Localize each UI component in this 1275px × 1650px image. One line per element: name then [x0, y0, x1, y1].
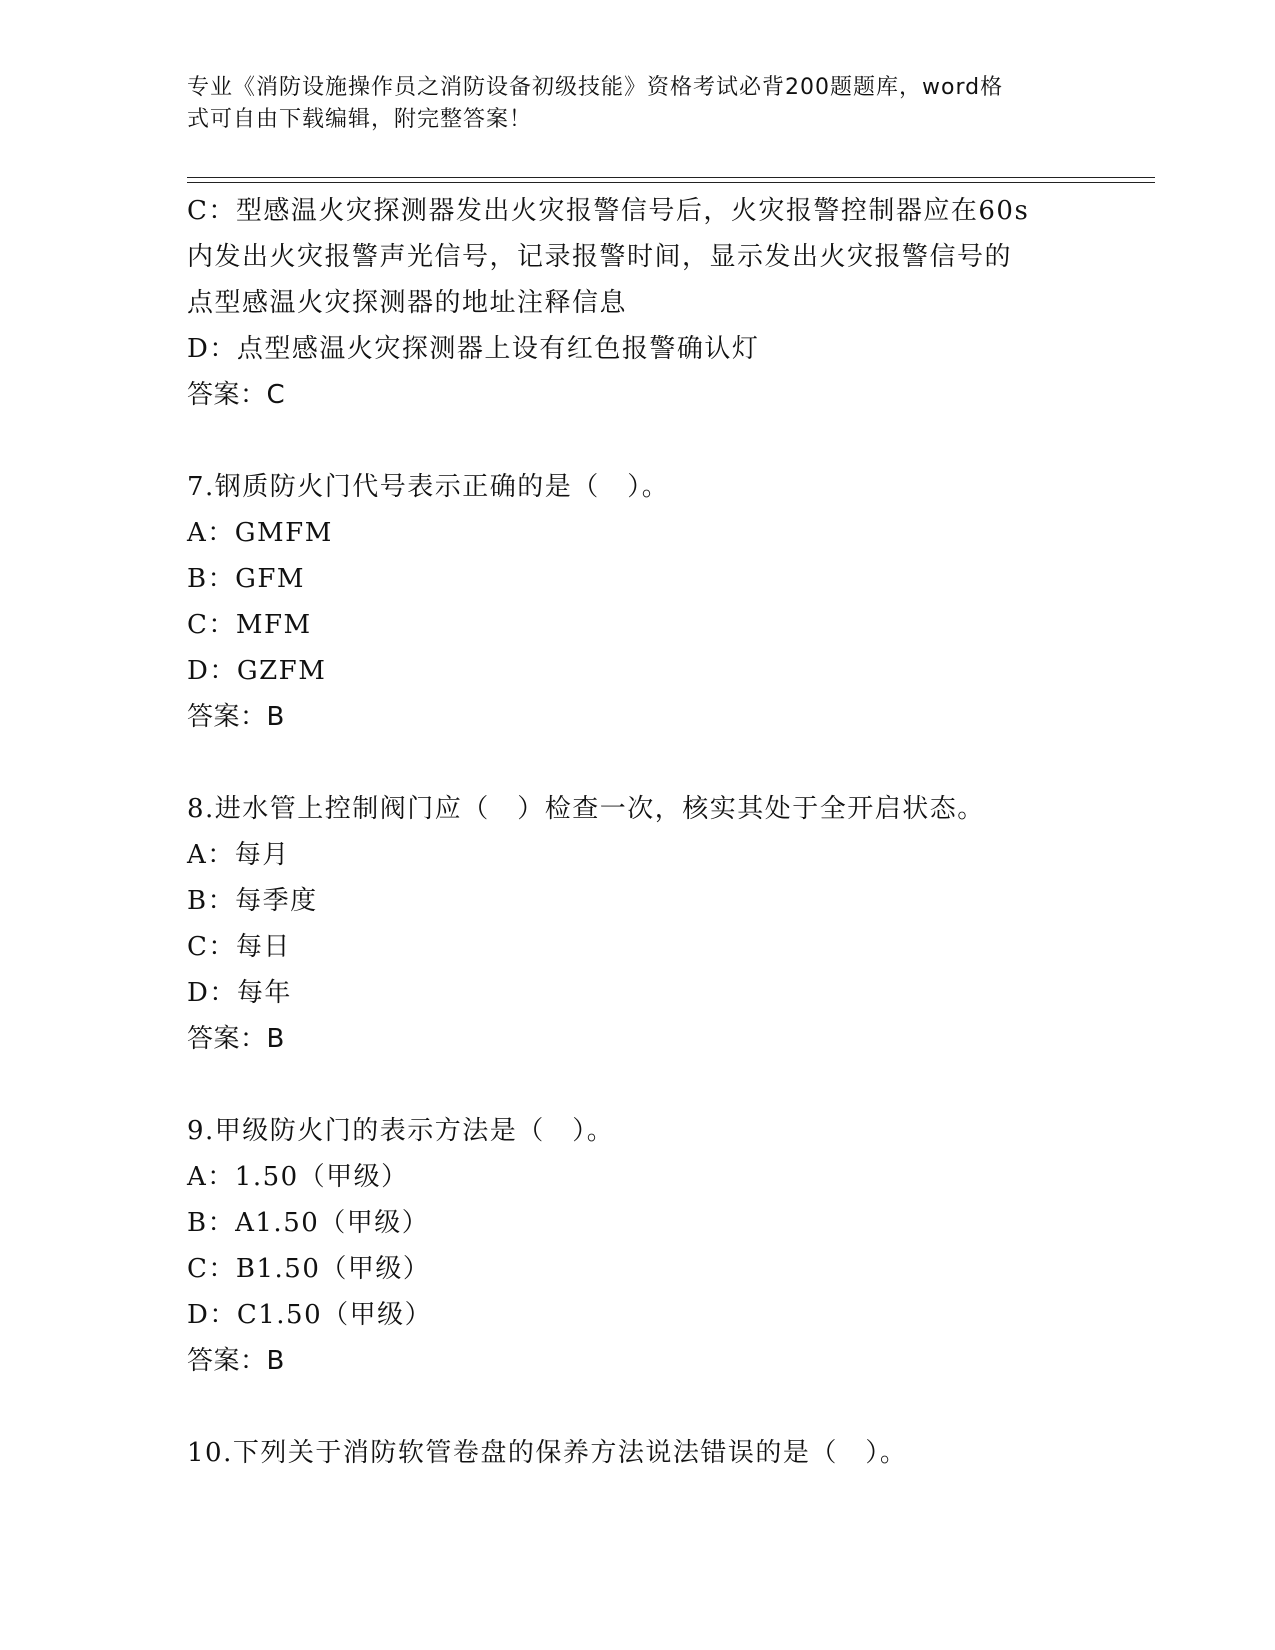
- header-divider-top: [187, 177, 1155, 178]
- question-8: [187, 786, 1087, 1062]
- question-list: [187, 188, 1087, 1476]
- option-d: D：每年: [187, 978, 292, 1008]
- question-stem: 9.甲级防火门的表示方法是（ ）。: [187, 1116, 615, 1146]
- document-header: [187, 72, 1067, 136]
- question-7: [187, 464, 1087, 740]
- question-spacer: [187, 740, 1087, 786]
- question-stem: 7.钢质防火门代号表示正确的是（ ）。: [187, 472, 670, 502]
- question-spacer: [187, 1062, 1087, 1108]
- question-spacer: [187, 1384, 1087, 1430]
- option-c-line-3: 点型感温火灾探测器的地址注释信息: [187, 288, 628, 318]
- option-b: B：每季度: [187, 886, 318, 916]
- option-c: C：MFM: [187, 610, 312, 640]
- option-b: B：GFM: [187, 564, 306, 594]
- header-title-line-1: 专业《消防设施操作员之消防设备初级技能》资格考试必背200题题库，word格: [187, 75, 1004, 100]
- answer: 答案：C: [187, 380, 286, 410]
- answer: 答案：B: [187, 702, 285, 732]
- question-stem: 8.进水管上控制阀门应（ ）检查一次，核实其处于全开启状态。: [187, 794, 985, 824]
- option-c-line-2: 内发出火灾报警声光信号，记录报警时间，显示发出火灾报警信号的: [187, 242, 1013, 272]
- option-b: B：A1.50（甲级）: [187, 1208, 430, 1238]
- option-a: A：GMFM: [187, 518, 333, 548]
- header-title-line-2: 式可自由下载编辑，附完整答案！: [187, 107, 533, 132]
- question-stem: 10.下列关于消防软管卷盘的保养方法说法错误的是（ ）。: [187, 1438, 908, 1468]
- option-a: A：每月: [187, 840, 290, 870]
- option-d: D：点型感温火灾探测器上设有红色报警确认灯: [187, 334, 760, 364]
- question-6: [187, 188, 1087, 418]
- answer: 答案：B: [187, 1024, 285, 1054]
- option-d: D：GZFM: [187, 656, 327, 686]
- header-divider-bottom: [187, 182, 1155, 183]
- option-a: A：1.50（甲级）: [187, 1162, 409, 1192]
- option-d: D：C1.50（甲级）: [187, 1300, 433, 1330]
- answer: 答案：B: [187, 1346, 285, 1376]
- option-c-line-1: C：型感温火灾探测器发出火灾报警信号后，火灾报警控制器应在60s: [187, 196, 1030, 226]
- question-9: [187, 1108, 1087, 1384]
- question-spacer: [187, 418, 1087, 464]
- option-c: C：B1.50（甲级）: [187, 1254, 431, 1284]
- option-c: C：每日: [187, 932, 291, 962]
- question-10: [187, 1430, 1087, 1476]
